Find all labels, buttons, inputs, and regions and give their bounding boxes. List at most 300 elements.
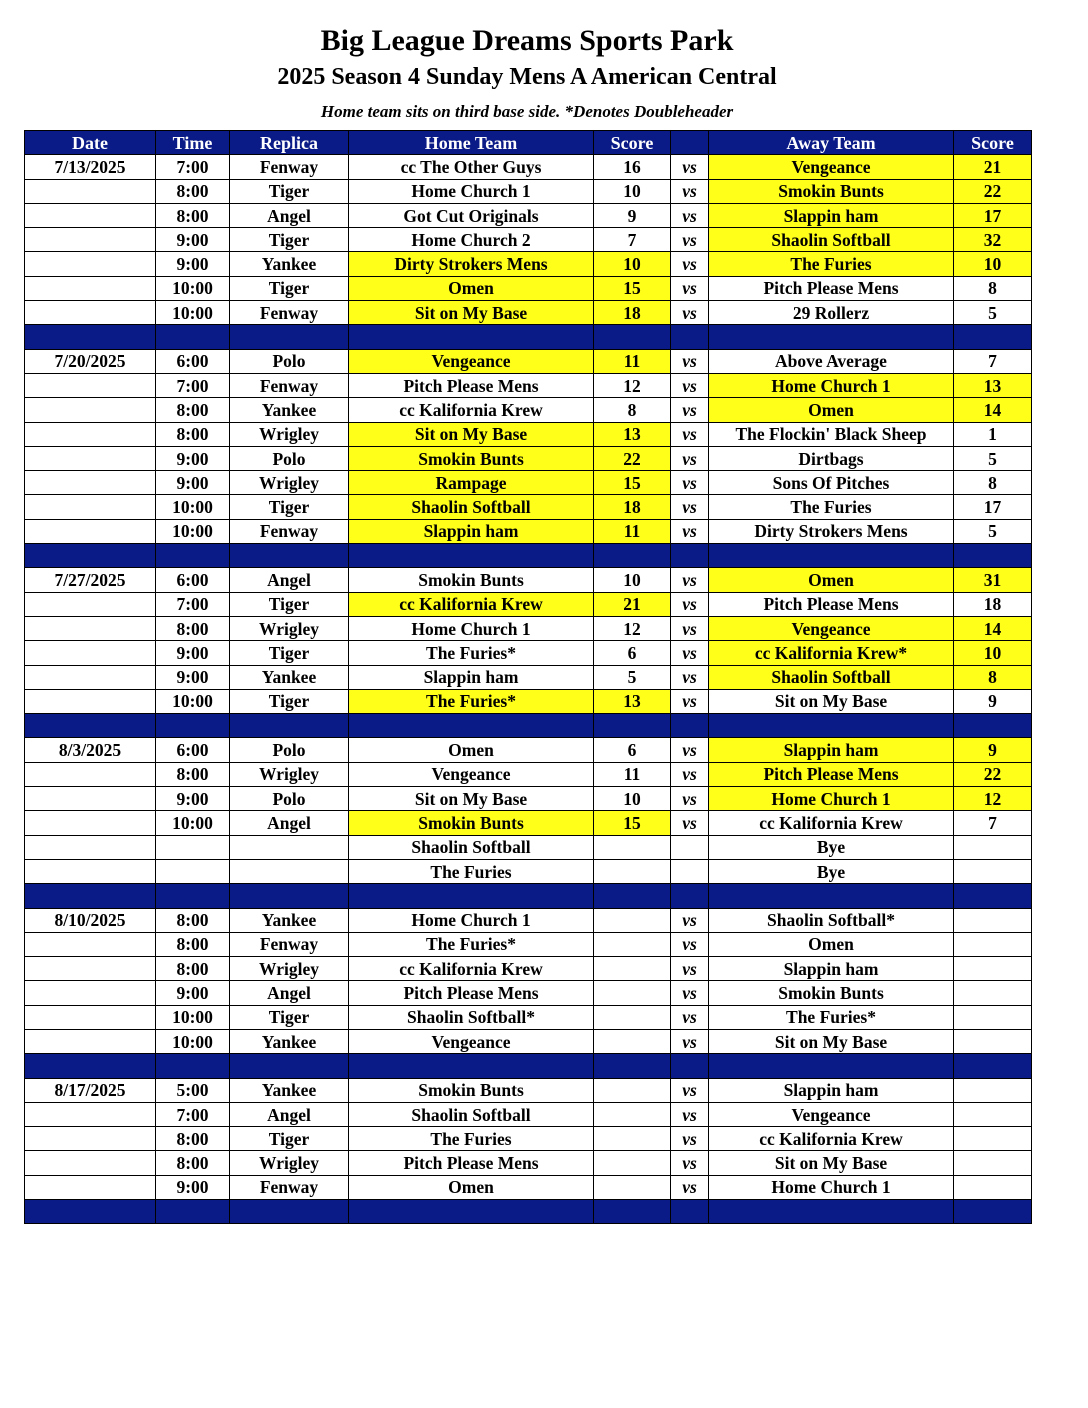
away-team: Home Church 1 <box>709 787 954 811</box>
away-score: 7 <box>954 811 1032 835</box>
home-score <box>594 1078 671 1102</box>
separator-cell <box>349 325 594 349</box>
separator-cell <box>671 325 709 349</box>
schedule-body <box>25 155 1032 1224</box>
game-row <box>25 787 1032 811</box>
game-date <box>25 301 156 325</box>
away-score: 5 <box>954 301 1032 325</box>
game-replica: Fenway <box>230 155 349 179</box>
home-team: Vengeance <box>349 1029 594 1053</box>
game-date <box>25 373 156 397</box>
game-row <box>25 203 1032 227</box>
away-team: Pitch Please Mens <box>709 276 954 300</box>
game-time: 9:00 <box>156 981 230 1005</box>
away-team: Home Church 1 <box>709 373 954 397</box>
game-date <box>25 787 156 811</box>
separator-cell <box>594 325 671 349</box>
home-score: 18 <box>594 301 671 325</box>
away-team: Pitch Please Mens <box>709 592 954 616</box>
home-team: cc Kalifornia Krew <box>349 957 594 981</box>
game-time: 8:00 <box>156 616 230 640</box>
game-time: 10:00 <box>156 1029 230 1053</box>
home-score: 6 <box>594 641 671 665</box>
game-time: 10:00 <box>156 276 230 300</box>
away-team: Vengeance <box>709 1102 954 1126</box>
game-row <box>25 1078 1032 1102</box>
vs-label: vs <box>671 1127 709 1151</box>
away-score: 14 <box>954 616 1032 640</box>
game-replica: Wrigley <box>230 957 349 981</box>
vs-label: vs <box>671 981 709 1005</box>
game-time: 7:00 <box>156 373 230 397</box>
game-date <box>25 932 156 956</box>
separator-cell <box>156 1054 230 1078</box>
game-time: 9:00 <box>156 641 230 665</box>
game-replica: Angel <box>230 203 349 227</box>
game-time <box>156 835 230 859</box>
away-team: cc Kalifornia Krew* <box>709 641 954 665</box>
vs-label: vs <box>671 568 709 592</box>
away-team: Dirty Strokers Mens <box>709 519 954 543</box>
home-score <box>594 1102 671 1126</box>
header-away-team: Away Team <box>709 131 954 155</box>
week-separator <box>25 1200 1032 1224</box>
home-team: Shaolin Softball <box>349 835 594 859</box>
vs-label: vs <box>671 1175 709 1199</box>
game-row <box>25 641 1032 665</box>
separator-cell <box>25 325 156 349</box>
away-team: cc Kalifornia Krew <box>709 1127 954 1151</box>
vs-label: vs <box>671 446 709 470</box>
game-replica: Yankee <box>230 252 349 276</box>
game-replica: Wrigley <box>230 471 349 495</box>
game-time: 8:00 <box>156 398 230 422</box>
game-date <box>25 762 156 786</box>
home-team: Smokin Bunts <box>349 1078 594 1102</box>
vs-label: vs <box>671 738 709 762</box>
vs-label: vs <box>671 641 709 665</box>
game-date <box>25 1151 156 1175</box>
away-team: Bye <box>709 835 954 859</box>
week-separator <box>25 714 1032 738</box>
away-score: 17 <box>954 495 1032 519</box>
game-date <box>25 859 156 883</box>
game-replica: Fenway <box>230 1175 349 1199</box>
separator-cell <box>671 1200 709 1224</box>
game-replica: Angel <box>230 1102 349 1126</box>
home-team: Slappin ham <box>349 665 594 689</box>
game-time: 8:00 <box>156 762 230 786</box>
game-date <box>25 446 156 470</box>
game-time: 10:00 <box>156 811 230 835</box>
away-team: The Flockin' Black Sheep <box>709 422 954 446</box>
home-team: The Furies <box>349 1127 594 1151</box>
home-team: Sit on My Base <box>349 787 594 811</box>
away-score: 9 <box>954 689 1032 713</box>
vs-label: vs <box>671 908 709 932</box>
game-row <box>25 1029 1032 1053</box>
away-score: 17 <box>954 203 1032 227</box>
home-score <box>594 1029 671 1053</box>
home-score: 11 <box>594 519 671 543</box>
away-score: 12 <box>954 787 1032 811</box>
home-team: Home Church 1 <box>349 179 594 203</box>
home-team: cc Kalifornia Krew <box>349 398 594 422</box>
home-score <box>594 957 671 981</box>
separator-cell <box>230 1054 349 1078</box>
game-date <box>25 689 156 713</box>
away-score <box>954 1102 1032 1126</box>
home-team: Slappin ham <box>349 519 594 543</box>
home-team: Pitch Please Mens <box>349 1151 594 1175</box>
game-time: 10:00 <box>156 1005 230 1029</box>
game-replica: Wrigley <box>230 422 349 446</box>
separator-cell <box>709 544 954 568</box>
game-time: 7:00 <box>156 155 230 179</box>
game-replica: Angel <box>230 981 349 1005</box>
separator-cell <box>954 884 1032 908</box>
away-score <box>954 1029 1032 1053</box>
home-team: The Furies* <box>349 932 594 956</box>
separator-cell <box>709 714 954 738</box>
game-replica: Fenway <box>230 373 349 397</box>
game-date: 7/27/2025 <box>25 568 156 592</box>
game-time: 8:00 <box>156 422 230 446</box>
home-team: The Furies* <box>349 641 594 665</box>
away-score: 1 <box>954 422 1032 446</box>
separator-cell <box>156 325 230 349</box>
game-date: 8/10/2025 <box>25 908 156 932</box>
game-date <box>25 276 156 300</box>
away-score: 10 <box>954 252 1032 276</box>
game-row <box>25 1151 1032 1175</box>
game-row <box>25 1005 1032 1029</box>
game-date: 7/20/2025 <box>25 349 156 373</box>
week-separator <box>25 544 1032 568</box>
home-team: Got Cut Originals <box>349 203 594 227</box>
away-team: Smokin Bunts <box>709 179 954 203</box>
vs-label: vs <box>671 1029 709 1053</box>
week-separator <box>25 325 1032 349</box>
game-date: 7/13/2025 <box>25 155 156 179</box>
vs-label: vs <box>671 616 709 640</box>
game-date <box>25 1029 156 1053</box>
away-score <box>954 859 1032 883</box>
game-time: 9:00 <box>156 787 230 811</box>
game-time: 8:00 <box>156 179 230 203</box>
game-time: 9:00 <box>156 665 230 689</box>
away-team: Pitch Please Mens <box>709 762 954 786</box>
home-score <box>594 1175 671 1199</box>
away-team: Bye <box>709 859 954 883</box>
away-team: Shaolin Softball <box>709 665 954 689</box>
away-score <box>954 1151 1032 1175</box>
game-date <box>25 519 156 543</box>
away-score: 13 <box>954 373 1032 397</box>
away-score <box>954 1127 1032 1151</box>
separator-cell <box>230 1200 349 1224</box>
away-team: Omen <box>709 932 954 956</box>
vs-label: vs <box>671 228 709 252</box>
home-team: cc Kalifornia Krew <box>349 592 594 616</box>
separator-cell <box>25 884 156 908</box>
away-team: Sit on My Base <box>709 689 954 713</box>
away-score: 22 <box>954 179 1032 203</box>
game-replica: Tiger <box>230 641 349 665</box>
vs-label: vs <box>671 276 709 300</box>
away-score: 10 <box>954 641 1032 665</box>
home-team: Omen <box>349 1175 594 1199</box>
separator-cell <box>230 714 349 738</box>
home-team: cc The Other Guys <box>349 155 594 179</box>
home-team: Dirty Strokers Mens <box>349 252 594 276</box>
game-row <box>25 398 1032 422</box>
game-time: 10:00 <box>156 689 230 713</box>
game-replica: Tiger <box>230 689 349 713</box>
game-time: 10:00 <box>156 519 230 543</box>
away-team: Home Church 1 <box>709 1175 954 1199</box>
game-row <box>25 471 1032 495</box>
away-score: 9 <box>954 738 1032 762</box>
away-team: Vengeance <box>709 616 954 640</box>
vs-label: vs <box>671 495 709 519</box>
header-date: Date <box>25 131 156 155</box>
home-score <box>594 835 671 859</box>
vs-label: vs <box>671 1005 709 1029</box>
away-team: Smokin Bunts <box>709 981 954 1005</box>
game-replica: Yankee <box>230 665 349 689</box>
game-date <box>25 616 156 640</box>
home-score: 10 <box>594 568 671 592</box>
game-time: 8:00 <box>156 203 230 227</box>
away-score <box>954 908 1032 932</box>
away-team: 29 Rollerz <box>709 301 954 325</box>
game-time: 9:00 <box>156 1175 230 1199</box>
game-row <box>25 568 1032 592</box>
home-team: Home Church 1 <box>349 908 594 932</box>
away-score <box>954 932 1032 956</box>
game-time: 9:00 <box>156 228 230 252</box>
vs-label: vs <box>671 1078 709 1102</box>
game-row <box>25 932 1032 956</box>
home-score: 12 <box>594 373 671 397</box>
game-row <box>25 179 1032 203</box>
separator-cell <box>671 884 709 908</box>
home-team: Shaolin Softball <box>349 495 594 519</box>
away-team: Omen <box>709 398 954 422</box>
away-score: 18 <box>954 592 1032 616</box>
separator-cell <box>156 884 230 908</box>
vs-label <box>671 835 709 859</box>
separator-cell <box>594 884 671 908</box>
separator-cell <box>25 544 156 568</box>
vs-label: vs <box>671 471 709 495</box>
game-row <box>25 1175 1032 1199</box>
vs-label: vs <box>671 519 709 543</box>
vs-label: vs <box>671 179 709 203</box>
home-score: 10 <box>594 787 671 811</box>
schedule-table <box>24 130 1032 1224</box>
vs-label: vs <box>671 301 709 325</box>
separator-cell <box>594 1054 671 1078</box>
home-score <box>594 981 671 1005</box>
away-score <box>954 1005 1032 1029</box>
separator-cell <box>594 544 671 568</box>
home-score: 15 <box>594 811 671 835</box>
game-date: 8/3/2025 <box>25 738 156 762</box>
home-team: The Furies* <box>349 689 594 713</box>
away-team: Shaolin Softball <box>709 228 954 252</box>
home-team: Rampage <box>349 471 594 495</box>
header-home-team: Home Team <box>349 131 594 155</box>
away-team: Slappin ham <box>709 957 954 981</box>
separator-cell <box>156 544 230 568</box>
home-score: 13 <box>594 422 671 446</box>
game-time: 10:00 <box>156 301 230 325</box>
game-date <box>25 665 156 689</box>
away-team: Vengeance <box>709 155 954 179</box>
home-score: 8 <box>594 398 671 422</box>
game-replica: Yankee <box>230 398 349 422</box>
vs-label: vs <box>671 689 709 713</box>
week-separator <box>25 1054 1032 1078</box>
separator-cell <box>709 884 954 908</box>
separator-cell <box>954 714 1032 738</box>
game-replica: Polo <box>230 738 349 762</box>
away-score: 7 <box>954 349 1032 373</box>
away-score: 5 <box>954 446 1032 470</box>
game-date <box>25 495 156 519</box>
game-replica: Tiger <box>230 276 349 300</box>
game-time: 5:00 <box>156 1078 230 1102</box>
vs-label: vs <box>671 422 709 446</box>
separator-cell <box>349 884 594 908</box>
separator-cell <box>954 544 1032 568</box>
game-time: 10:00 <box>156 495 230 519</box>
home-team: Vengeance <box>349 349 594 373</box>
away-team: Sit on My Base <box>709 1151 954 1175</box>
game-replica: Angel <box>230 811 349 835</box>
game-date <box>25 1102 156 1126</box>
game-date <box>25 398 156 422</box>
home-score: 6 <box>594 738 671 762</box>
away-score <box>954 957 1032 981</box>
home-score: 9 <box>594 203 671 227</box>
home-score <box>594 1127 671 1151</box>
game-replica: Yankee <box>230 1029 349 1053</box>
separator-cell <box>230 544 349 568</box>
game-date <box>25 1005 156 1029</box>
game-row <box>25 252 1032 276</box>
home-score <box>594 932 671 956</box>
home-team: Omen <box>349 738 594 762</box>
away-team: Slappin ham <box>709 1078 954 1102</box>
game-date <box>25 957 156 981</box>
game-date <box>25 179 156 203</box>
game-row <box>25 495 1032 519</box>
game-date <box>25 641 156 665</box>
home-team: Smokin Bunts <box>349 568 594 592</box>
home-score: 22 <box>594 446 671 470</box>
vs-label: vs <box>671 155 709 179</box>
game-replica: Wrigley <box>230 616 349 640</box>
home-team: Pitch Please Mens <box>349 373 594 397</box>
game-replica: Tiger <box>230 1127 349 1151</box>
game-replica: Tiger <box>230 592 349 616</box>
home-team: Smokin Bunts <box>349 446 594 470</box>
game-replica: Yankee <box>230 1078 349 1102</box>
vs-label: vs <box>671 1151 709 1175</box>
game-date <box>25 252 156 276</box>
game-row <box>25 373 1032 397</box>
home-team: Shaolin Softball <box>349 1102 594 1126</box>
game-row <box>25 738 1032 762</box>
separator-cell <box>671 544 709 568</box>
separator-cell <box>25 1200 156 1224</box>
away-score: 8 <box>954 276 1032 300</box>
game-time: 9:00 <box>156 252 230 276</box>
home-team: Omen <box>349 276 594 300</box>
game-time: 9:00 <box>156 446 230 470</box>
game-row <box>25 811 1032 835</box>
game-date <box>25 203 156 227</box>
away-team: Omen <box>709 568 954 592</box>
header-row <box>25 131 1032 155</box>
game-row <box>25 616 1032 640</box>
home-score: 10 <box>594 179 671 203</box>
game-row <box>25 592 1032 616</box>
home-score: 10 <box>594 252 671 276</box>
vs-label: vs <box>671 592 709 616</box>
home-score: 13 <box>594 689 671 713</box>
game-replica: Polo <box>230 446 349 470</box>
separator-cell <box>25 714 156 738</box>
game-date <box>25 592 156 616</box>
game-time: 8:00 <box>156 1151 230 1175</box>
home-score <box>594 908 671 932</box>
game-row <box>25 835 1032 859</box>
separator-cell <box>671 1054 709 1078</box>
home-score <box>594 859 671 883</box>
game-replica <box>230 859 349 883</box>
game-row <box>25 446 1032 470</box>
game-date <box>25 1127 156 1151</box>
game-replica: Tiger <box>230 1005 349 1029</box>
away-score: 32 <box>954 228 1032 252</box>
home-score: 21 <box>594 592 671 616</box>
game-date <box>25 471 156 495</box>
game-row <box>25 228 1032 252</box>
game-date: 8/17/2025 <box>25 1078 156 1102</box>
away-score: 8 <box>954 665 1032 689</box>
vs-label: vs <box>671 787 709 811</box>
header-time: Time <box>156 131 230 155</box>
game-row <box>25 981 1032 1005</box>
home-score: 16 <box>594 155 671 179</box>
home-team: Shaolin Softball* <box>349 1005 594 1029</box>
home-team: Home Church 2 <box>349 228 594 252</box>
home-score: 15 <box>594 471 671 495</box>
game-replica: Angel <box>230 568 349 592</box>
away-team: Slappin ham <box>709 203 954 227</box>
away-team: The Furies <box>709 495 954 519</box>
game-date <box>25 422 156 446</box>
game-row <box>25 301 1032 325</box>
away-score: 14 <box>954 398 1032 422</box>
home-team: Pitch Please Mens <box>349 981 594 1005</box>
home-score: 11 <box>594 762 671 786</box>
game-row <box>25 762 1032 786</box>
